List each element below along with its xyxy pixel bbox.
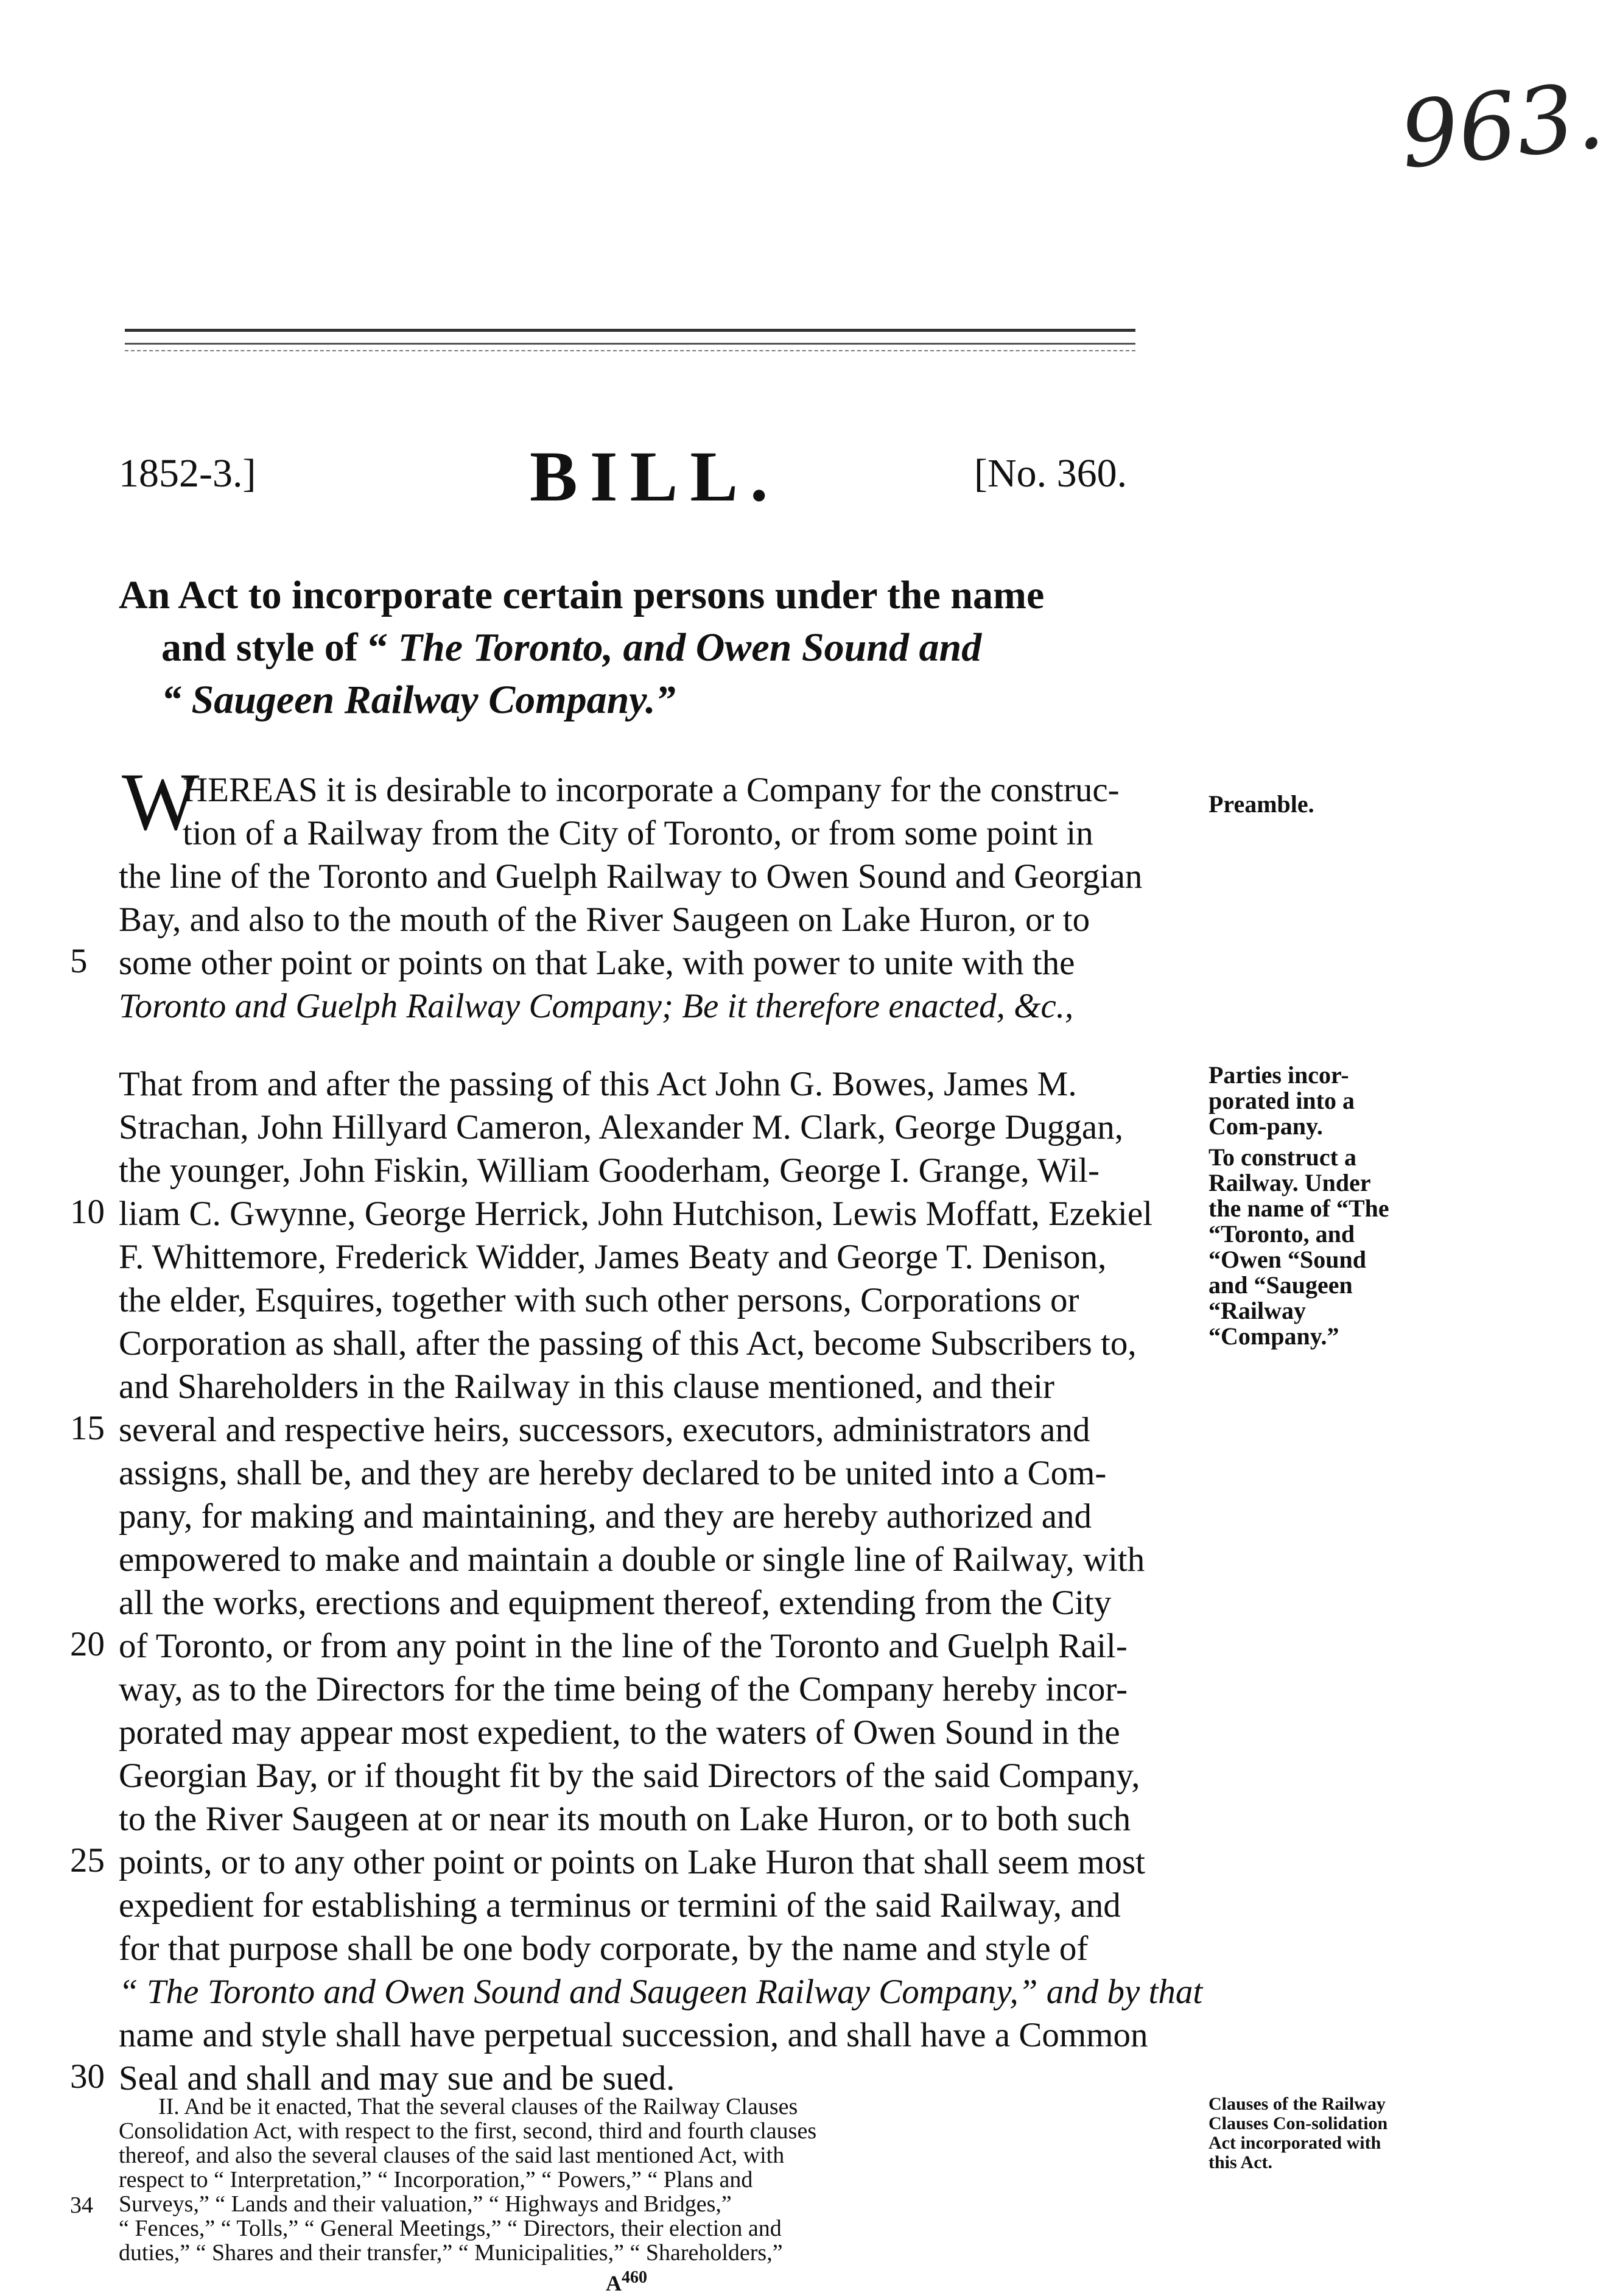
- header-rule-top: [125, 329, 1135, 332]
- line-number: 10: [70, 1193, 105, 1231]
- act-title: [119, 569, 1190, 726]
- bill-heading: BILL.: [530, 437, 780, 516]
- section-1-line: for that purpose shall be one body corporate, by the name and style of: [119, 1929, 1089, 1968]
- section-1-line: F. Whittemore, Frederick Widder, James Beaty and George T. Denison,: [119, 1238, 1107, 1276]
- preamble-line: some other point or points on that Lake, with power to unite with the: [119, 944, 1075, 982]
- line-number: 34: [70, 2192, 93, 2218]
- line-number: 25: [70, 1841, 105, 1880]
- section-1-line: several and respective heirs, successors, executors, administrators and: [119, 1411, 1090, 1449]
- act-title-line2-italic: The Toronto, and Owen Sound and: [398, 625, 982, 670]
- section-1-line: liam C. Gwynne, George Herrick, John Hutchison, Lewis Moffatt, Ezekiel: [119, 1195, 1153, 1233]
- header-rule-middle: [125, 343, 1135, 345]
- section-2-line: duties,” “ Shares and their transfer,” “ Municipalities,” “ Shareholders,”: [119, 2240, 783, 2266]
- section-1-line: Strachan, John Hillyard Cameron, Alexander M. Clark, George Duggan,: [119, 1108, 1123, 1146]
- bill-number: [No. 360.: [974, 451, 1128, 496]
- margin-note-clauses: Clauses of the Railway Clauses Con-solidation Act incorporated with this Act.: [1208, 2094, 1388, 2172]
- section-1-line: That from and after the passing of this Act John G. Bowes, James M.: [119, 1065, 1077, 1103]
- section-1-line: porated may appear most expedient, to the waters of Owen Sound in the: [119, 1713, 1120, 1752]
- section-1-line: Georgian Bay, or if thought fit by the said Directors of the said Company,: [119, 1757, 1140, 1795]
- margin-note-construct: To construct a Railway. Under the name of “The “Toronto, and “Owen “Sound and “Saugeen “Railway “Company.”: [1208, 1143, 1389, 1350]
- section-2-line: thereof, and also the several clauses of the said last mentioned Act, with: [119, 2143, 785, 2168]
- section-2-line: Surveys,” “ Lands and their valuation,” “ Highways and Bridges,”: [119, 2191, 732, 2217]
- section-2-line: respect to “ Interpretation,” “ Incorporation,” “ Powers,” “ Plans and: [119, 2167, 753, 2192]
- section-1-line: points, or to any other point or points on Lake Huron that shall seem most: [119, 1843, 1146, 1881]
- section-1-line: to the River Saugeen at or near its mouth on Lake Huron, or to both such: [119, 1800, 1131, 1838]
- bill-year: 1852-3.]: [119, 451, 256, 496]
- section-1-line: Seal and shall and may sue and be sued.: [119, 2059, 675, 2098]
- preamble-line: HEREAS it is desirable to incorporate a Company for the construc-: [183, 771, 1120, 809]
- section-1-line: the younger, John Fiskin, William Gooderham, George I. Grange, Wil-: [119, 1151, 1100, 1190]
- section-1-line: and Shareholders in the Railway in this clause mentioned, and their: [119, 1367, 1055, 1406]
- section-2-line: “ Fences,” “ Tolls,” “ General Meetings,” “ Directors, their election and: [119, 2216, 782, 2241]
- section-1-line: pany, for making and maintaining, and they are hereby authorized and: [119, 1497, 1092, 1536]
- section-2-line: II. And be it enacted, That the several clauses of the Railway Clauses: [158, 2094, 798, 2119]
- section-1-line: all the works, erections and equipment thereof, extending from the City: [119, 1584, 1112, 1622]
- line-number: 5: [70, 942, 88, 980]
- line-number: 15: [70, 1409, 105, 1447]
- preamble-line: Bay, and also to the mouth of the River Saugeen on Lake Huron, or to: [119, 900, 1090, 939]
- section-1-line: of Toronto, or from any point in the line of the Toronto and Guelph Rail-: [119, 1627, 1128, 1665]
- preamble-line: the line of the Toronto and Guelph Railway to Owen Sound and Georgian: [119, 857, 1143, 896]
- signature-letter: A: [606, 2271, 622, 2295]
- signature-mark: [606, 2268, 647, 2296]
- preamble-line: tion of a Railway from the City of Toronto, or from some point in: [183, 814, 1093, 852]
- act-title-line1: An Act to incorporate certain persons under the name: [119, 573, 1045, 617]
- folio-number: 963.: [1395, 63, 1609, 189]
- signature-number: 460: [622, 2268, 647, 2287]
- section-2-line: Consolidation Act, with respect to the first, second, third and fourth clauses: [119, 2118, 817, 2144]
- header-rule-bottom: [125, 350, 1135, 351]
- section-1-line: assigns, shall be, and they are hereby declared to be united into a Com-: [119, 1454, 1107, 1492]
- section-1-line: expedient for establishing a terminus or termini of the said Railway, and: [119, 1886, 1121, 1925]
- margin-note-preamble: Preamble.: [1208, 790, 1314, 818]
- line-number: 30: [70, 2057, 105, 2096]
- section-1-line: empowered to make and maintain a double or single line of Railway, with: [119, 1540, 1145, 1579]
- section-1-line: name and style shall have perpetual succession, and shall have a Common: [119, 2016, 1148, 2054]
- section-1-line: “ The Toronto and Owen Sound and Saugeen Railway Company,” and by that: [119, 1973, 1203, 2011]
- section-1-line: Corporation as shall, after the passing of this Act, become Subscribers to,: [119, 1324, 1137, 1363]
- section-1-line: the elder, Esquires, together with such other persons, Corporations or: [119, 1281, 1079, 1319]
- act-title-line2-plain: and style of “: [161, 625, 398, 670]
- section-1-line: way, as to the Directors for the time being of the Company hereby incor-: [119, 1670, 1128, 1708]
- preamble-line: Toronto and Guelph Railway Company; Be it therefore enacted, &c.,: [119, 987, 1074, 1025]
- margin-note-parties: Parties incor-porated into a Com-pany.: [1208, 1061, 1355, 1140]
- dropcap-letter: W: [122, 757, 200, 848]
- act-title-line3: “ Saugeen Railway Company.”: [161, 678, 676, 722]
- line-number: 20: [70, 1625, 105, 1663]
